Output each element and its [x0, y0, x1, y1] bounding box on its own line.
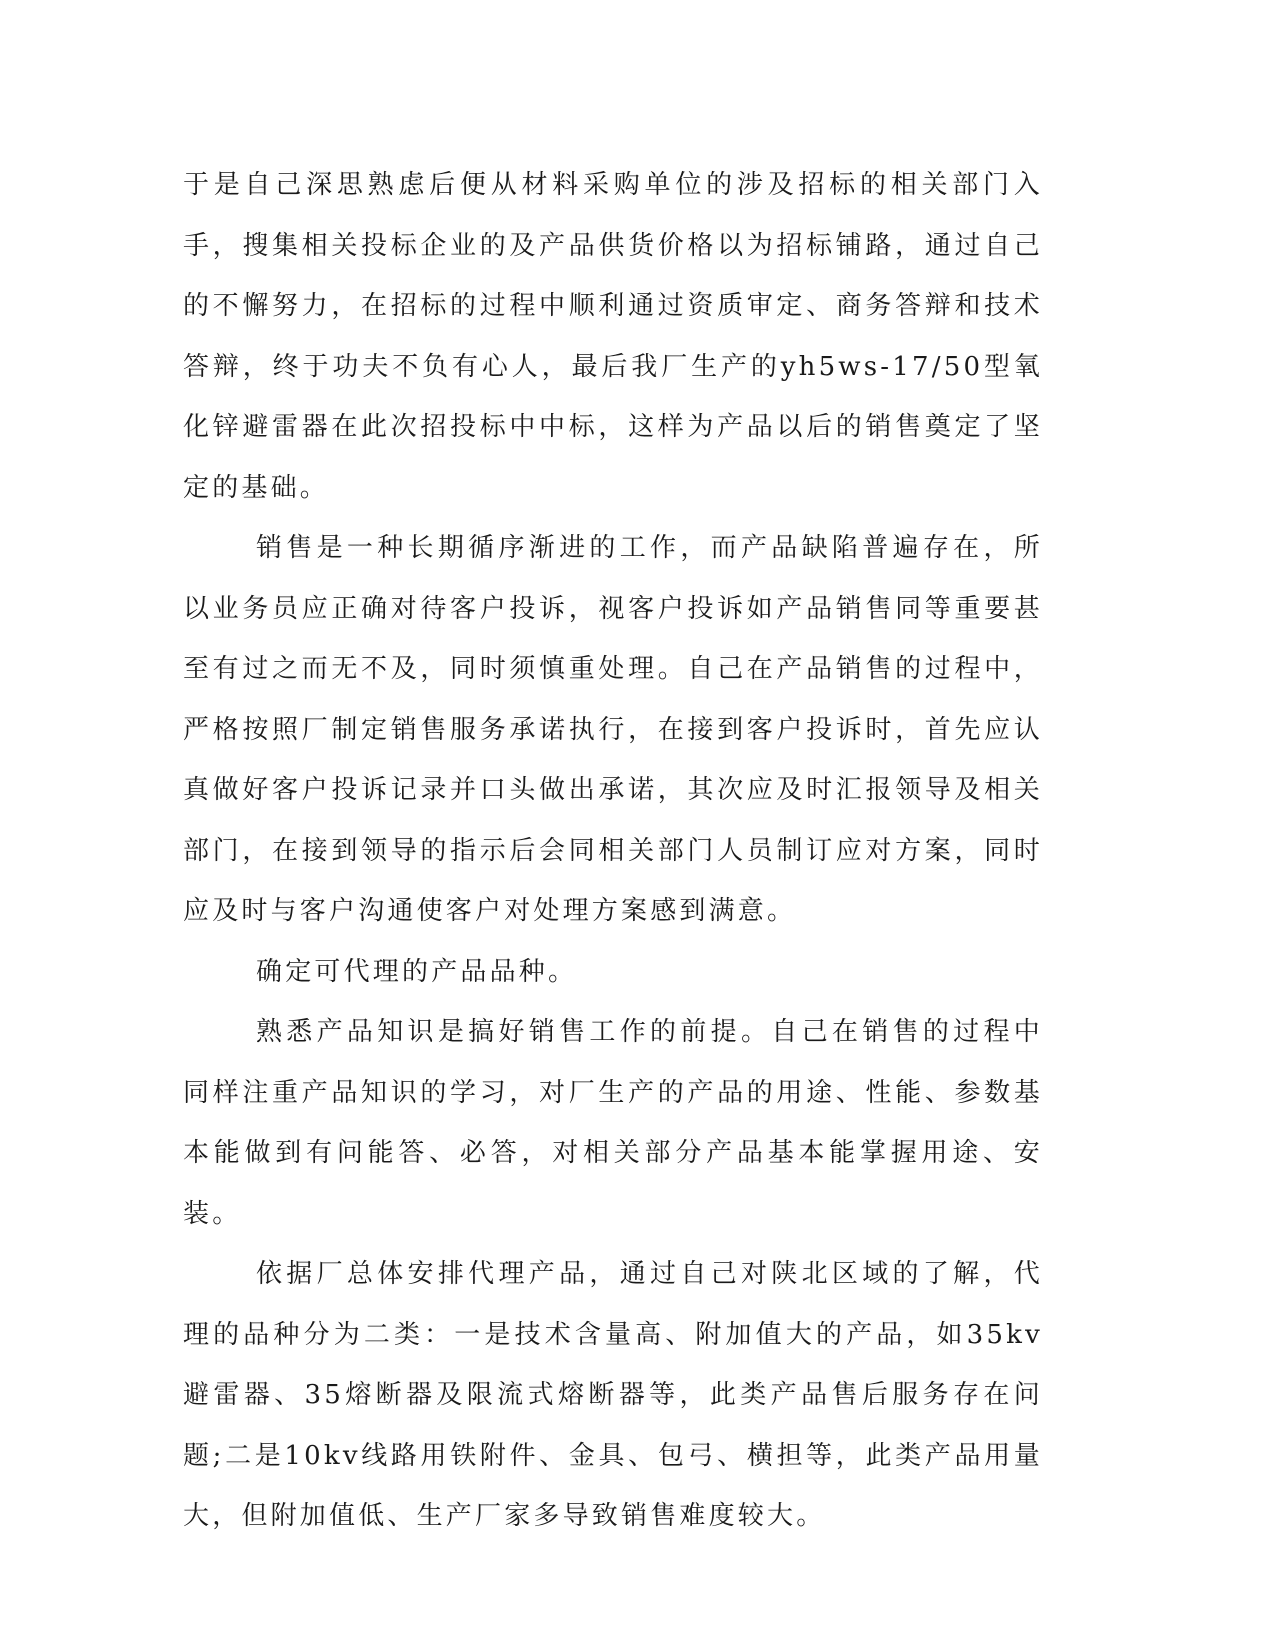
paragraph-bid-win: 于是自己深思熟虑后便从材料采购单位的涉及招标的相关部门入手，搜集相关投标企业的及产品供货价格以为招标铺路，通过自己的不懈努力，在招标的过程中顺利通过资质审定、商务答辩和技术答辩，终于功夫不负有心人，最后我厂生产的yh5ws-17/50型氧化锌避雷器在此次招投标中中标，这样为产品以后的销售奠定了坚定的基础。 — [183, 170, 1043, 503]
paragraph-complaint-handling: 销售是一种长期循序渐进的工作，而产品缺陷普遍存在，所以业务员应正确对待客户投诉，视客户投诉如产品销售同等重要甚至有过之而无不及，同时须慎重处理。自己在产品销售的过程中，严格按照厂制定销售服务承诺执行，在接到客户投诉时，首先应认真做好客户投诉记录并口头做出承诺，其次应及时汇报领导及相关部门，在接到领导的指示后会同相关部门人员制订应对方案，同时应及时与客户沟通使客户对处理方案感到满意。 — [183, 533, 1043, 926]
paragraph-product-knowledge: 熟悉产品知识是搞好销售工作的前提。自己在销售的过程中同样注重产品知识的学习，对厂生产的产品的用途、性能、参数基本能做到有问能答、必答，对相关部分产品基本能掌握用途、安装。 — [183, 1017, 1043, 1229]
paragraph-agency-products: 依据厂总体安排代理产品，通过自己对陕北区域的了解，代理的品种分为二类：一是技术含量高、附加值大的产品，如35kv避雷器、35熔断器及限流式熔断器等，此类产品售后服务存在问题;二是10kv线路用铁附件、金具、包弓、横担等，此类产品用量大，但附加值低、生产厂家多导致销售难度较大。 — [183, 1259, 1043, 1531]
paragraph-product-variety-heading: 确定可代理的产品品种。 — [256, 956, 578, 987]
document-body — [183, 155, 1043, 1547]
